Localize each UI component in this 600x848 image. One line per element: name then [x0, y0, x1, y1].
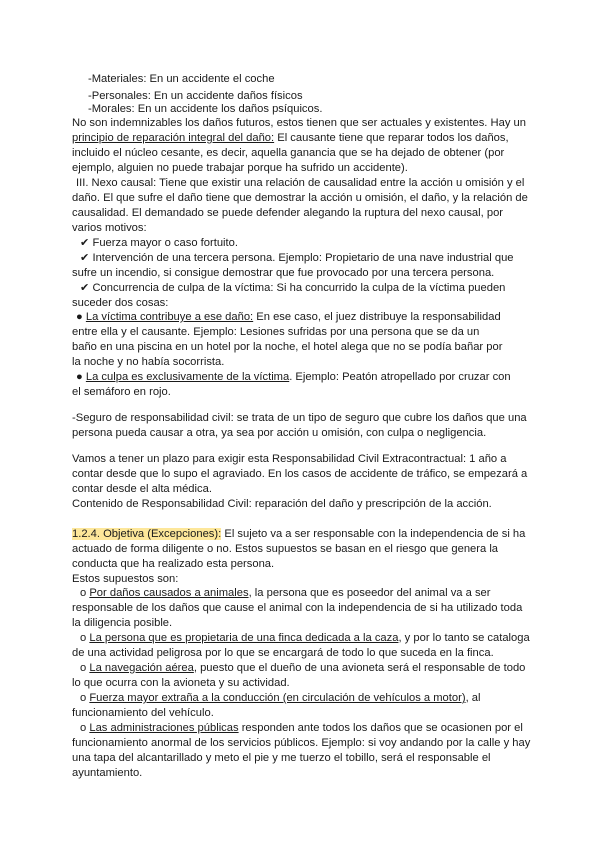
list-item: o La navegación aérea, puesto que el dueño de una avioneta será el responsable de todo — [80, 662, 526, 674]
paragraph-line: Contenido de Responsabilidad Civil: reparación del daño y prescripción de la acción. — [72, 498, 492, 510]
bullet-item: ● La culpa es exclusivamente de la víctima. Ejemplo: Peatón atropellado por cruzar con — [76, 371, 511, 383]
bullet-icon: o — [80, 632, 90, 644]
paragraph-line: responsable de los daños que cause el animal con la independencia de si ha utilizado toda — [72, 602, 523, 614]
underlined-term: Fuerza mayor extraña a la conducción (en circulación de vehículos a motor) — [89, 692, 466, 704]
bullet-item: ● La víctima contribuye a ese daño: En ese caso, el juez distribuye la responsabilidad — [76, 311, 501, 323]
paragraph-line: Vamos a tener un plazo para exigir esta Responsabilidad Civil Extracontractual: 1 año a — [72, 453, 507, 465]
paragraph-line: lo que ocurra con la avioneta y su actividad. — [72, 677, 290, 689]
section-heading-objetiva: 1.2.4. Objetiva (Excepciones): El sujeto va a ser responsable con la independencia de si ha — [72, 528, 526, 540]
section-heading-nexo-causal: III. Nexo causal: Tiene que existir una relación de causalidad entre la acción u omisión y el — [76, 177, 525, 189]
list-item-personales: -Personales: En un accidente daños físicos — [88, 90, 303, 102]
paragraph-line: ayuntamiento. — [72, 767, 143, 779]
highlighted-heading: 1.2.4. Objetiva (Excepciones): — [72, 528, 222, 540]
underlined-term: principio de reparación integral del daño: — [72, 132, 275, 144]
paragraph-line: causalidad. El demandado se puede defender alegando la ruptura del nexo causal, por — [72, 207, 504, 219]
list-item: o Fuerza mayor extraña a la conducción (en circulación de vehículos a motor), al — [80, 692, 481, 704]
check-item: ✔ Intervención de una tercera persona. Ejemplo: Propietario de una nave industrial que — [80, 252, 514, 264]
underlined-term: Por daños causados a animales — [89, 587, 249, 599]
paragraph-line: varios motivos: — [72, 222, 147, 234]
paragraph-line: persona pueda causar a otra, ya sea por acción u omisión, con culpa o negligencia. — [72, 427, 487, 439]
paragraph-line: de una actividad peligrosa por lo que se encargará de todo lo que suceda en la finca. — [72, 647, 494, 659]
underlined-term: La persona que es propietaria de una finca dedicada a la caza — [89, 632, 399, 644]
paragraph-line: contar desde que lo supo el agraviado. En los casos de accidente de tráfico, se empezará a — [72, 468, 528, 480]
paragraph-line: conducta que ha realizado esta persona. — [72, 558, 275, 570]
list-item: o La persona que es propietaria de una finca dedicada a la caza, y por lo tanto se cataloga — [80, 632, 530, 644]
bullet-icon: ● — [76, 371, 86, 383]
paragraph-line: una tapa del alcantarillado y meto el pie y me tuerzo el tobillo, será el responsable el — [72, 752, 491, 764]
underlined-term: La víctima contribuye a ese daño: — [85, 311, 254, 323]
bullet-icon: o — [80, 692, 90, 704]
paragraph-line: principio de reparación integral del daño: El causante tiene que reparar todos los daños, — [72, 132, 509, 144]
bullet-icon: ● — [76, 311, 86, 323]
paragraph-line: funcionamiento anormal de los servicios públicos. Ejemplo: si voy andando por la calle y hay — [72, 737, 531, 749]
list-item-materiales: -Materiales: En un accidente el coche — [88, 73, 275, 85]
paragraph-line: suceder dos cosas: — [72, 297, 169, 309]
paragraph-line: sufre un incendio, si consigue demostrar que fue provocado por una tercera persona. — [72, 267, 495, 279]
paragraph-line: Estos supuestos son: — [72, 573, 179, 585]
bullet-icon: o — [80, 662, 90, 674]
paragraph-line: la diligencia posible. — [72, 617, 173, 629]
paragraph-line: baño en una piscina en un hotel por la noche, el hotel alega que no se podía bañar por — [72, 341, 503, 353]
underlined-term: Las administraciones públicas — [89, 722, 239, 734]
paragraph-line: la noche y no había socorrista. — [72, 356, 225, 368]
paragraph-line: incluido el núcleo cesante, es decir, aquella ganancia que se ha dejado de obtener (por — [72, 147, 505, 159]
paragraph-line: -Seguro de responsabilidad civil: se trata de un tipo de seguro que cubre los daños que una — [72, 412, 527, 424]
paragraph-line: el semáforo en rojo. — [72, 386, 171, 398]
paragraph-line: entre ella y el causante. Ejemplo: Lesiones sufridas por una persona que se da un — [72, 326, 480, 338]
underlined-term: La navegación aérea — [89, 662, 194, 674]
underlined-term: La culpa es exclusivamente de la víctima — [85, 371, 290, 383]
check-item: ✔ Fuerza mayor o caso fortuito. — [80, 237, 238, 249]
paragraph-line: daño. El que sufre el daño tiene que demostrar la acción u omisión, el daño, y la relación de — [72, 192, 528, 204]
paragraph-line: contar desde el alta médica. — [72, 483, 212, 495]
check-item: ✔ Concurrencia de culpa de la víctima: Si ha concurrido la culpa de la víctima pueden — [80, 282, 506, 294]
bullet-icon: o — [80, 722, 90, 734]
bullet-icon: o — [80, 587, 90, 599]
paragraph-line: funcionamiento del vehículo. — [72, 707, 214, 719]
paragraph-line: actuado de forma diligente o no. Estos supuestos se basan en el riesgo que genera la — [72, 543, 499, 555]
paragraph-line: ejemplo, alguien no puede trabajar porque ha sufrido un accidente). — [72, 162, 408, 174]
list-item-morales: -Morales: En un accidente los daños psíquicos. — [88, 103, 323, 115]
list-item: o Por daños causados a animales, la persona que es poseedor del animal va a ser — [80, 587, 491, 599]
list-item: o Las administraciones públicas responden ante todos los daños que se ocasionen por el — [80, 722, 523, 734]
paragraph-line: No son indemnizables los daños futuros, estos tienen que ser actuales y existentes. Hay un — [72, 117, 526, 129]
